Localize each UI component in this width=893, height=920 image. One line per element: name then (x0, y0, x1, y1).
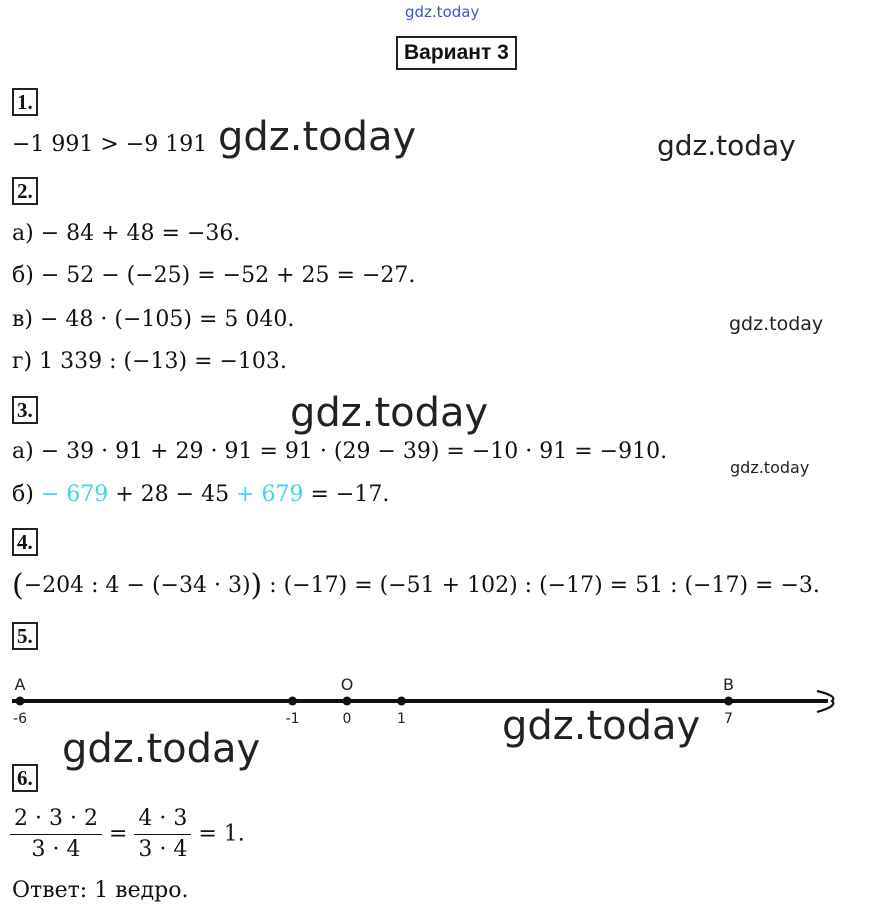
task-4-line (12, 568, 820, 603)
number-line-tick-label: -6 (13, 711, 27, 727)
task-4-open-paren: ( (12, 568, 24, 603)
number-line-point-tick-3 (397, 697, 406, 706)
number-line-point-label: A (14, 675, 26, 694)
task-2-line-c: в) − 48 · (−105) = 5 040. (12, 307, 295, 332)
task-3-number: 3. (12, 396, 38, 424)
number-line-tick-label: 1 (397, 711, 406, 727)
watermark-top: gdz.today (405, 3, 480, 21)
task-4-inner: −204 : 4 − (−34 · 3) (23, 573, 251, 598)
fraction-1 (10, 806, 102, 863)
task-4-number: 4. (12, 528, 38, 556)
watermark-6: gdz.today (62, 726, 261, 772)
watermark-1: gdz.today (218, 114, 417, 160)
number-line-tick-label: 7 (724, 711, 733, 727)
task-4-close-paren: ) (250, 568, 263, 603)
watermark-3: gdz.today (729, 313, 824, 335)
watermark-7: gdz.today (502, 703, 701, 749)
task-2-line-a: а) − 84 + 48 = −36. (12, 221, 241, 246)
number-line-point-tick-1 (288, 697, 297, 706)
task-3-b-suffix: = −17. (303, 482, 390, 507)
number-line-point-label: B (723, 675, 734, 694)
number-line-tick-label: -1 (285, 711, 300, 727)
task-3-b-highlight-2: + 679 (236, 482, 304, 507)
watermark-2: gdz.today (657, 129, 796, 162)
task-6-result: = 1. (198, 821, 245, 847)
watermark-5: gdz.today (730, 458, 810, 477)
fraction-2-numerator: 4 · 3 (134, 806, 191, 835)
task-3-b-prefix: б) (12, 482, 41, 507)
task-4-rest: : (−17) = (−51 + 102) : (−17) = 51 : (−17) = −3. (262, 573, 820, 598)
task-6-equals: = (108, 821, 128, 847)
watermark-4: gdz.today (290, 390, 489, 436)
number-line-point-label: O (340, 675, 354, 694)
fraction-1-numerator: 2 · 3 · 2 (10, 806, 102, 835)
task-1-line: −1 991 > −9 191 (12, 132, 208, 157)
number-line (0, 662, 893, 742)
variant-title: Вариант 3 (396, 36, 517, 70)
task-6-expression (10, 806, 245, 863)
number-line-point-o (343, 697, 352, 706)
number-line-point-b (724, 697, 733, 706)
task-2-number: 2. (12, 177, 38, 205)
task-3-line-b (12, 481, 389, 509)
task-1-number: 1. (12, 88, 38, 116)
fraction-2 (134, 806, 191, 863)
task-3-b-highlight-1: − 679 (40, 482, 109, 507)
fraction-1-denominator: 3 · 4 (31, 837, 81, 862)
task-3-b-middle: + 28 − 45 (108, 482, 237, 507)
task-2-line-b: б) − 52 − (−25) = −52 + 25 = −27. (12, 263, 416, 288)
fraction-2-denominator: 3 · 4 (138, 837, 188, 862)
task-6-answer: Ответ: 1 ведро. (12, 878, 189, 903)
task-2-line-d: г) 1 339 : (−13) = −103. (12, 349, 287, 374)
number-line-tick-label: 0 (342, 711, 352, 727)
task-6-number: 6. (12, 764, 38, 792)
task-3-line-a: а) − 39 · 91 + 29 · 91 = 91 · (29 − 39) = −10 · 91 = −910. (12, 439, 668, 464)
number-line-point-a (16, 697, 25, 706)
task-5-number: 5. (12, 622, 38, 650)
